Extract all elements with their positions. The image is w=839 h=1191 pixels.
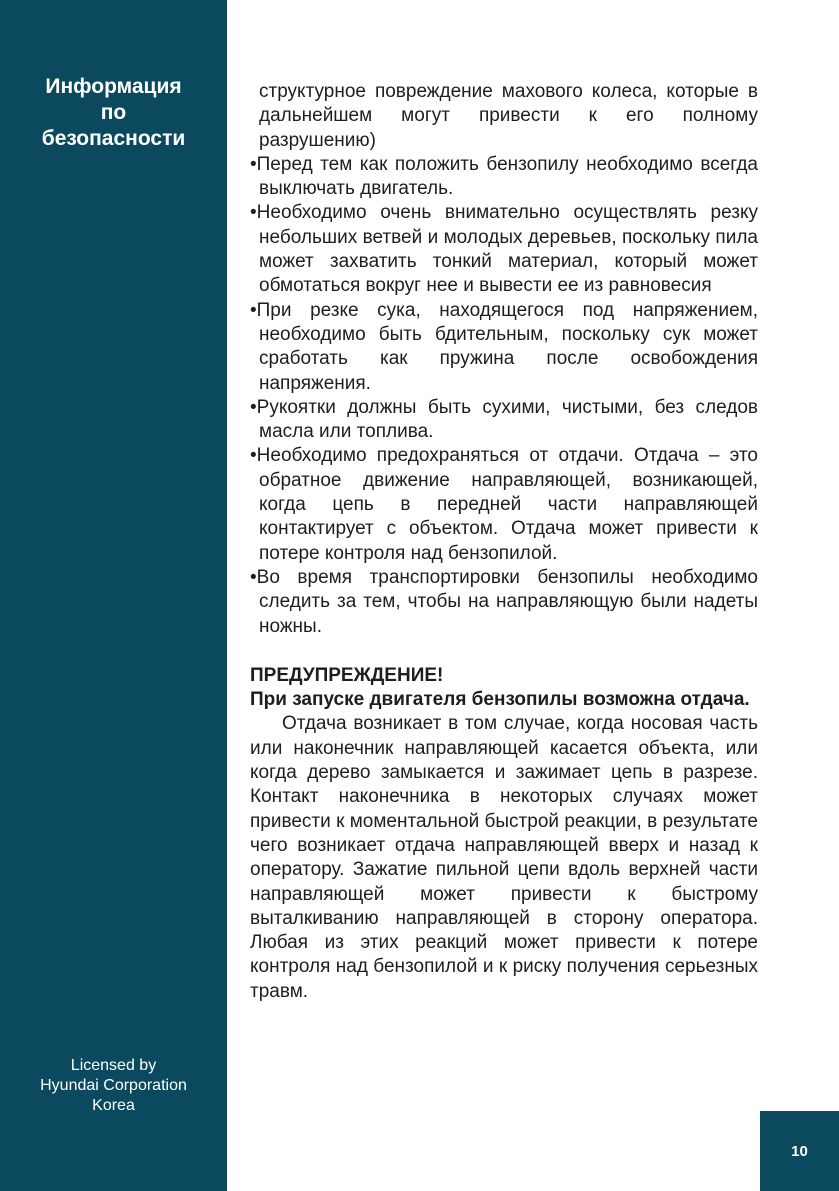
section-title-line: Информация xyxy=(45,75,182,98)
license-note xyxy=(0,1056,227,1116)
warning-subtitle: При запуске двигателя бензопилы возможна отдача. xyxy=(250,689,750,711)
section-title-line: безопасности xyxy=(41,127,186,150)
bullet-item: •Перед тем как положить бензопилу необходимо всегда выключать двигатель. xyxy=(250,153,758,200)
section-title xyxy=(0,74,227,152)
warning-body: Отдача возникает в том случае, когда носовая часть или наконечник направляющей касается объекта, или когда дерево замыкается и зажимает цепь в разрезе. Контакт наконечника в некоторых случаях может привести к моментальной быстрой реакции, в результате чего возникает отдача направляющей вверх и назад к оператору. Зажатие пильной цепи вдоль верхней части направляющей может привести к быстрому выталкиванию направляющей в сторону оператора. Любая из этих реакций может привести к потере контроля над бензопилой и к риску получения серьезных травм. xyxy=(250,713,758,1002)
continuation-text: структурное повреждение махового колеса, которые в дальнейшем могут привести к его полному разрушению) xyxy=(259,81,758,151)
license-line: Hyundai Corporation xyxy=(40,1077,187,1094)
sidebar xyxy=(0,0,227,1191)
bullet-item: •Во время транспортировки бензопилы необходимо следить за тем, чтобы на направляющую были надеты ножны. xyxy=(250,566,758,637)
license-line: Korea xyxy=(92,1097,135,1114)
bullet-item: •Рукоятки должны быть сухими, чистыми, без следов масла или топлива. xyxy=(250,396,758,443)
bullet-item: •Необходимо предохраняться от отдачи. Отдача – это обратное движение направляющей, возникающей, когда цепь в передней части направляющей контактирует с объектом. Отдача может привести к потере контроля над бензопилой. xyxy=(250,445,758,564)
section-title-line: по xyxy=(100,101,127,124)
main-content xyxy=(250,80,758,1004)
page-number: 10 xyxy=(760,1111,839,1191)
bullet-item: •При резке сука, находящегося под напряжением, необходимо быть бдительным, поскольку сук может сработать как пружина после освобождения напряжения. xyxy=(250,299,758,394)
bullet-item: •Необходимо очень внимательно осуществлять резку небольших ветвей и молодых деревьев, поскольку пила может захватить тонкий материал, который может обмотаться вокруг нее и вывести ее из равновесия xyxy=(250,202,758,297)
warning-title: ПРЕДУПРЕЖДЕНИЕ! xyxy=(250,664,444,686)
license-line: Licensed by xyxy=(70,1057,157,1074)
